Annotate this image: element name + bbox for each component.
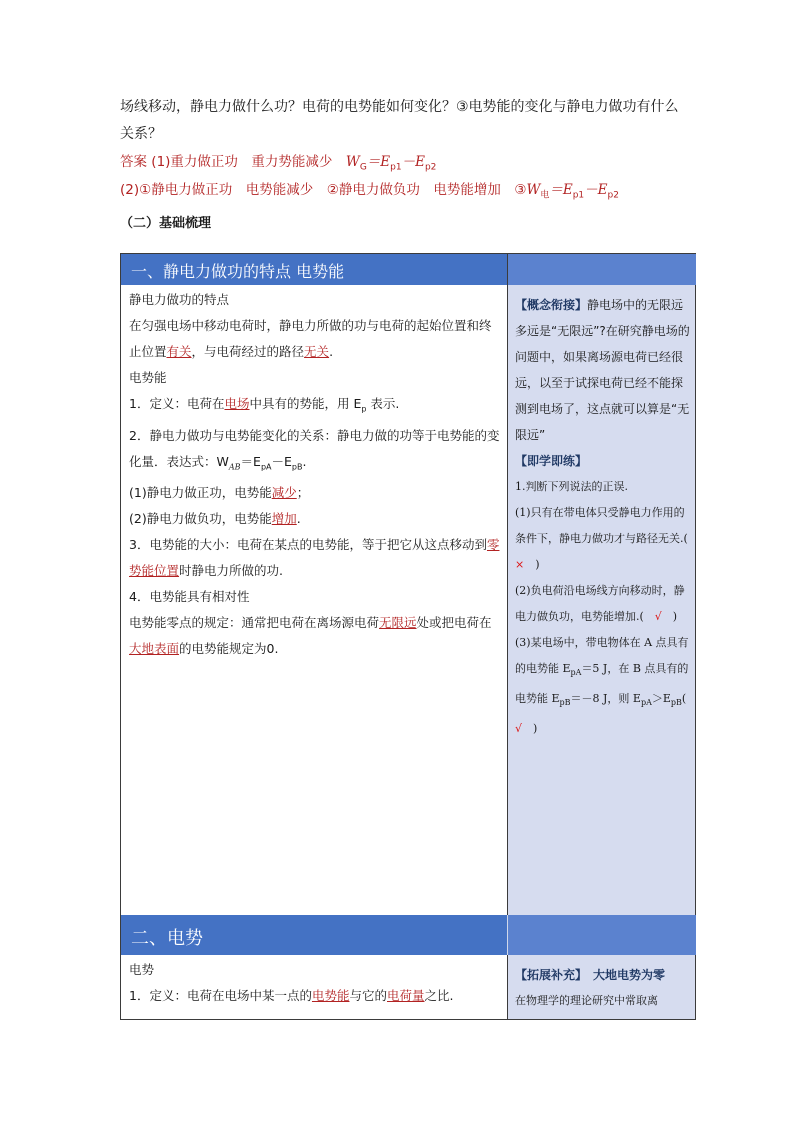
def-b: 中具有的势能，用 E bbox=[249, 396, 362, 411]
q3-f: ) bbox=[522, 722, 538, 736]
answer-1-wsub: G bbox=[359, 162, 367, 173]
definition-line bbox=[129, 391, 501, 423]
blank-unrelated: 无关 bbox=[304, 344, 330, 359]
pos-b: ； bbox=[296, 485, 310, 500]
extension-title: 大地电势为零 bbox=[581, 968, 666, 982]
positive-work-line bbox=[129, 480, 501, 506]
section-heading: （二）基础梳理 bbox=[120, 216, 212, 231]
blank-charge: 电荷量 bbox=[387, 988, 425, 1003]
def-sub: p bbox=[361, 404, 367, 414]
q3-s3: pA bbox=[640, 698, 652, 708]
rel-c: －E bbox=[271, 453, 292, 469]
answer-2-s1: p1 bbox=[572, 190, 585, 201]
answer-1-text: (1)重力做正功 重力势能减少 bbox=[151, 154, 346, 170]
q3-c: ＝－8 J，则 E bbox=[570, 692, 641, 706]
q1-end: ) bbox=[524, 558, 540, 571]
table-header-1 bbox=[121, 254, 695, 285]
block1-title: 静电力做功的特点 bbox=[129, 292, 230, 307]
block1-para bbox=[129, 313, 501, 365]
block1-p1a: 在匀强电场中移动电荷时，静电力所做的功与电荷的起始位置和终止位置 bbox=[129, 318, 492, 359]
header-2-title: 二、电势 bbox=[131, 928, 203, 949]
rel-sub3: pB bbox=[291, 462, 303, 471]
blank-increase: 增加 bbox=[271, 511, 297, 526]
q1-text: (1)只有在带电体只受静电力作用的条件下，静电力做功才与路径无关.( bbox=[515, 506, 699, 545]
answer-2-minus: －E bbox=[584, 182, 608, 198]
aside-content-2 bbox=[515, 962, 693, 1014]
cross-mark-icon: × bbox=[515, 558, 525, 571]
extension-text: 在物理学的理论研究中常取离 bbox=[515, 994, 658, 1007]
answer-label: 答案 bbox=[120, 154, 147, 170]
concept-tag: 【概念衔接】 bbox=[515, 298, 588, 312]
zero-point-line bbox=[129, 610, 501, 662]
relation-line bbox=[129, 423, 501, 481]
rel-d: . bbox=[302, 453, 307, 469]
blank-field: 电场 bbox=[224, 396, 250, 411]
practice-q1 bbox=[515, 500, 699, 578]
pos-a: (1)静电力做正功，电势能 bbox=[129, 485, 272, 500]
q2-text: (2)负电荷沿电场线方向移动时，静电力做负功，电势能增加.( bbox=[515, 584, 685, 623]
blank-potential-energy: 电势能 bbox=[311, 988, 350, 1003]
mag-b: 时静电力所做的功. bbox=[179, 563, 283, 578]
intro-paragraph: 场线移动，静电力做什么功？电荷的电势能如何变化？③电势能的变化与静电力做功有什么关系？ bbox=[120, 99, 679, 142]
check-mark-icon: √ bbox=[515, 722, 523, 736]
zero-a: 电势能零点的规定：通常把电荷在离场源电荷 bbox=[129, 615, 380, 630]
q3-e: ( bbox=[681, 692, 698, 706]
answer-2-text: (2)①静电力做正功 电势能减少 ②静电力做负功 电势能增加 ③ bbox=[120, 182, 527, 198]
mag-a: 3．电势能的大小：电荷在某点的电势能，等于把它从这点移动到 bbox=[129, 537, 487, 552]
pd-b: 与它的 bbox=[349, 988, 387, 1003]
blank-decrease: 减少 bbox=[271, 485, 297, 500]
check-mark-icon: √ bbox=[654, 610, 662, 623]
rel-b: ＝E bbox=[240, 453, 261, 469]
blank-zero-position: 零势能位置 bbox=[129, 537, 500, 578]
q3-s1: pA bbox=[570, 668, 582, 678]
q3-a: (3)某电场中，带电物体在 A 点具有的电势能 E bbox=[515, 636, 689, 675]
header-1-title: 一、静电力做功的特点 电势能 bbox=[131, 262, 345, 281]
main-cell-2 bbox=[129, 957, 501, 1009]
blank-earth-surface: 大地表面 bbox=[129, 641, 180, 656]
q3-s2: pB bbox=[559, 698, 571, 708]
blank-related: 有关 bbox=[166, 344, 192, 359]
pd-a: 1．定义：电荷在电场中某一点的 bbox=[129, 988, 312, 1003]
pd-c: 之比. bbox=[424, 988, 454, 1003]
block1-p1c: . bbox=[329, 344, 334, 359]
answer-2-wsub: 电 bbox=[540, 190, 550, 201]
extension-note bbox=[515, 962, 693, 988]
q3-s4: pB bbox=[670, 698, 682, 708]
header-1-right-cell bbox=[507, 254, 696, 285]
block1-subtitle: 电势能 bbox=[129, 370, 167, 385]
table-header-2 bbox=[121, 915, 695, 955]
negative-work-line bbox=[129, 506, 501, 532]
rel-sub1: AB bbox=[228, 462, 241, 471]
zero-b: 处或把电荷在 bbox=[416, 615, 492, 630]
neg-a: (2)静电力做负功，电势能 bbox=[129, 511, 272, 526]
answer-1-minus: －E bbox=[401, 154, 425, 170]
practice-q2 bbox=[515, 578, 693, 630]
answer-line-2 bbox=[120, 178, 619, 201]
answer-1-s1: p1 bbox=[390, 162, 402, 173]
q3-d: ＞E bbox=[651, 692, 671, 706]
def-c: 表示. bbox=[366, 396, 400, 411]
block1-p1b: ，与电荷经过的路径 bbox=[191, 344, 305, 359]
blank-infinity: 无限远 bbox=[379, 615, 417, 630]
column-divider bbox=[507, 254, 508, 1019]
potential-definition bbox=[129, 983, 501, 1009]
answer-1-s2: p2 bbox=[424, 162, 437, 173]
extension-tag: 【拓展补充】 bbox=[515, 968, 582, 982]
concept-note bbox=[515, 292, 693, 318]
zero-c: 的电势能规定为0. bbox=[179, 641, 279, 656]
q2-end: ) bbox=[661, 610, 678, 623]
answer-1-w: W bbox=[345, 154, 360, 170]
answer-2-eq: ＝E bbox=[549, 182, 573, 198]
answer-1-eq: ＝E bbox=[366, 154, 391, 170]
answer-2-s2: p2 bbox=[607, 190, 619, 201]
block2-title: 电势 bbox=[129, 962, 155, 977]
answer-line-1 bbox=[120, 150, 436, 173]
rel-sub2: pA bbox=[260, 462, 272, 471]
rel-a: 2．静电力做功与电势能变化的关系：静电力做的功等于电势能的变化量．表达式：W bbox=[129, 427, 500, 469]
concept-title: 静电场中的无限远 bbox=[587, 298, 684, 312]
q3-b: ＝5 J，在 B 点具有的电势能 E bbox=[515, 662, 689, 706]
relativity-line: 4．电势能具有相对性 bbox=[129, 589, 250, 604]
neg-b: . bbox=[296, 511, 301, 526]
aside-content-1 bbox=[515, 292, 699, 742]
main-cell-1 bbox=[129, 287, 501, 662]
content-table bbox=[120, 253, 699, 1020]
def-a: 1．定义：电荷在 bbox=[129, 396, 225, 411]
answer-2-w: W bbox=[526, 182, 541, 198]
header-2-right-cell bbox=[507, 915, 696, 955]
concept-text: 多远是“无限远”?在研究静电场的问题中，如果离场源电荷已经很远，以至于试探电荷已经不能探测到电场了，这点就可以算是“无限远” bbox=[515, 324, 690, 442]
magnitude-line bbox=[129, 532, 501, 584]
practice-q3 bbox=[515, 630, 698, 742]
practice-intro: 1.判断下列说法的正误. bbox=[515, 480, 628, 493]
practice-tag: 【即学即练】 bbox=[515, 454, 588, 468]
